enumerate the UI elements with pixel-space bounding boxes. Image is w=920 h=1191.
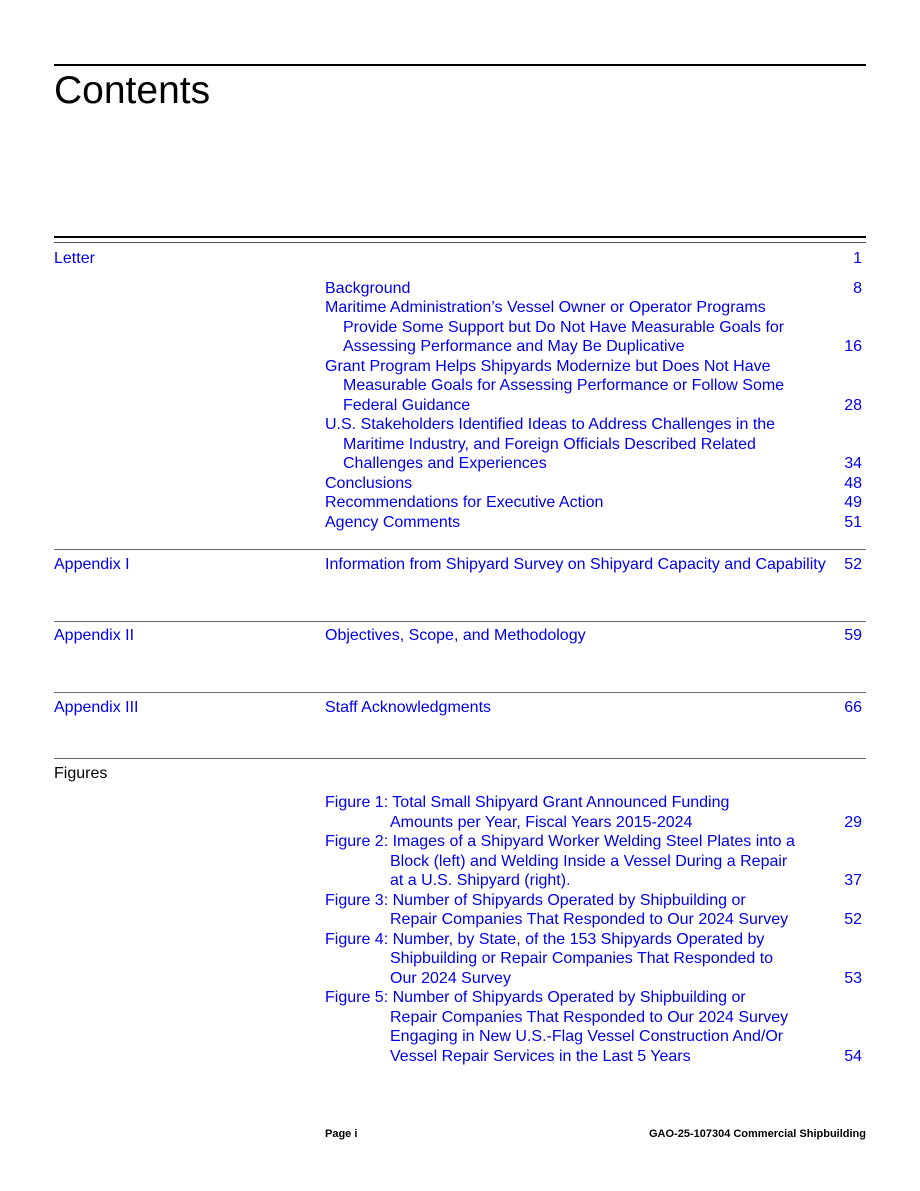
toc-entry-page[interactable]: 34 (844, 455, 862, 472)
toc-entry-marad-programs-cont[interactable]: Assessing Performance and May Be Duplicative (343, 338, 685, 355)
toc-letter-page[interactable]: 1 (853, 250, 862, 267)
toc-entry-stakeholders[interactable]: U.S. Stakeholders Identified Ideas to Address Challenges in the (325, 416, 776, 433)
toc-entry-agency-comments[interactable]: Agency Comments (325, 514, 461, 531)
toc-appendix-2-title[interactable]: Objectives, Scope, and Methodology (325, 627, 586, 644)
footer-page-number: Page i (325, 1128, 358, 1140)
page-title: Contents (54, 69, 211, 112)
toc-top-rule-thin (54, 242, 866, 243)
toc-figure-4-cont[interactable]: Shipbuilding or Repair Companies That Responded to (390, 950, 774, 967)
toc-entry-grant-program-cont[interactable]: Federal Guidance (343, 397, 471, 414)
section-rule (54, 621, 866, 622)
toc-entry-marad-programs[interactable]: Maritime Administration’s Vessel Owner or Operator Programs (325, 299, 766, 316)
toc-entry-grant-program[interactable]: Grant Program Helps Shipyards Modernize but Does Not Have (325, 358, 771, 375)
toc-appendix-2-label[interactable]: Appendix II (54, 627, 135, 644)
toc-figure-4[interactable]: Figure 4: Number, by State, of the 153 Shipyards Operated by (325, 931, 765, 948)
toc-entry-page[interactable]: 51 (844, 514, 862, 531)
toc-figure-5-page[interactable]: 54 (844, 1048, 862, 1065)
toc-figure-1-cont[interactable]: Amounts per Year, Fiscal Years 2015-2024 (390, 814, 693, 831)
title-rule (54, 64, 866, 66)
toc-appendix-1-title[interactable]: Information from Shipyard Survey on Shipyard Capacity and Capability (325, 556, 826, 573)
toc-figure-2-page[interactable]: 37 (844, 872, 862, 889)
toc-entry-page[interactable]: 16 (844, 338, 862, 355)
section-rule (54, 758, 866, 759)
toc-figure-5[interactable]: Figure 5: Number of Shipyards Operated by Shipbuilding or (325, 989, 746, 1006)
toc-appendix-3-title[interactable]: Staff Acknowledgments (325, 699, 492, 716)
toc-appendix-3-page[interactable]: 66 (844, 699, 862, 716)
toc-figure-3[interactable]: Figure 3: Number of Shipyards Operated by Shipbuilding or (325, 892, 746, 909)
toc-entry-page[interactable]: 48 (844, 475, 862, 492)
toc-figure-5-cont[interactable]: Vessel Repair Services in the Last 5 Years (390, 1048, 691, 1065)
toc-figure-1-page[interactable]: 29 (844, 814, 862, 831)
toc-top-rule (54, 236, 866, 238)
toc-figure-5-cont[interactable]: Engaging in New U.S.-Flag Vessel Construction And/Or (390, 1028, 784, 1045)
toc-entry-conclusions[interactable]: Conclusions (325, 475, 413, 492)
toc-letter-link[interactable]: Letter (54, 250, 95, 267)
toc-figure-4-cont[interactable]: Our 2024 Survey (390, 970, 511, 987)
toc-figure-2-cont[interactable]: at a U.S. Shipyard (right). (390, 872, 571, 889)
toc-entry-grant-program-cont[interactable]: Measurable Goals for Assessing Performance or Follow Some (343, 377, 785, 394)
toc-figure-1[interactable]: Figure 1: Total Small Shipyard Grant Announced Funding (325, 794, 730, 811)
toc-figure-3-page[interactable]: 52 (844, 911, 862, 928)
toc-entry-marad-programs-cont[interactable]: Provide Some Support but Do Not Have Measurable Goals for (343, 319, 785, 336)
toc-entry-background[interactable]: Background (325, 280, 411, 297)
figures-heading: Figures (54, 765, 108, 782)
toc-entry-recommendations[interactable]: Recommendations for Executive Action (325, 494, 604, 511)
toc-entry-page[interactable]: 28 (844, 397, 862, 414)
section-rule (54, 692, 866, 693)
toc-entry-stakeholders-cont[interactable]: Maritime Industry, and Foreign Officials Described Related (343, 436, 756, 453)
toc-entry-page[interactable]: 8 (853, 280, 862, 297)
toc-figure-5-cont[interactable]: Repair Companies That Responded to Our 2024 Survey (390, 1009, 789, 1026)
section-rule (54, 549, 866, 550)
toc-entry-stakeholders-cont[interactable]: Challenges and Experiences (343, 455, 547, 472)
toc-figure-4-page[interactable]: 53 (844, 970, 862, 987)
toc-appendix-1-label[interactable]: Appendix I (54, 556, 130, 573)
toc-appendix-2-page[interactable]: 59 (844, 627, 862, 644)
toc-figure-2[interactable]: Figure 2: Images of a Shipyard Worker Welding Steel Plates into a (325, 833, 795, 850)
toc-appendix-1-page[interactable]: 52 (844, 556, 862, 573)
toc-entry-page[interactable]: 49 (844, 494, 862, 511)
toc-appendix-3-label[interactable]: Appendix III (54, 699, 139, 716)
footer-document-id: GAO-25-107304 Commercial Shipbuilding (648, 1128, 866, 1140)
toc-figure-2-cont[interactable]: Block (left) and Welding Inside a Vessel During a Repair (390, 853, 788, 870)
toc-figure-3-cont[interactable]: Repair Companies That Responded to Our 2024 Survey (390, 911, 789, 928)
